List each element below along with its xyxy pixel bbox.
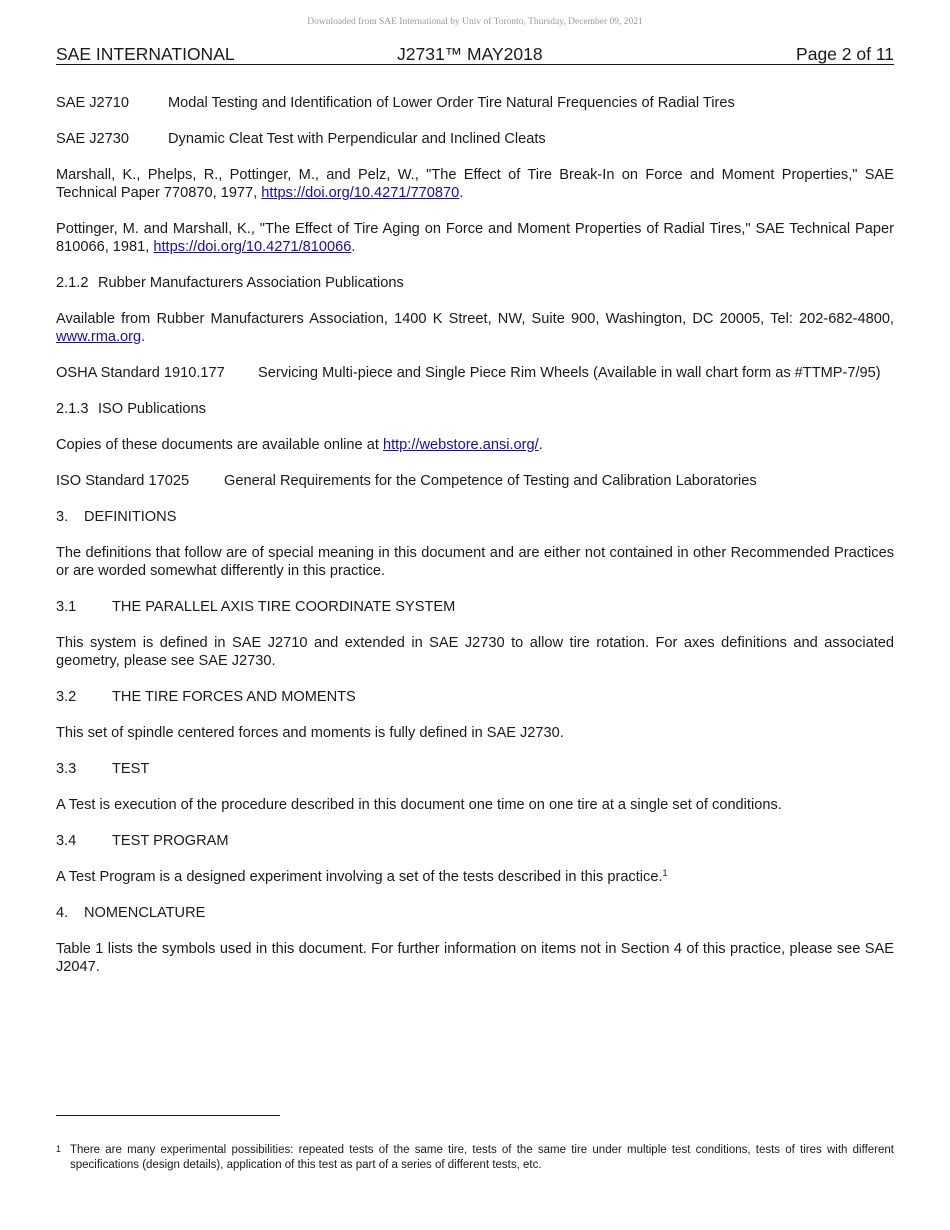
doi-link-810066[interactable]: https://doi.org/10.4271/810066 [153,239,352,255]
reference-pottinger-1981: Pottinger, M. and Marshall, K., "The Effect of Tire Aging on Force and Moment Properties of Radial Tires," SAE Technical Paper 810066, 1981, https://doi.org/10.4271/810066. [56,221,894,255]
iso-availability-text: Copies of these documents are available online at [56,437,383,453]
rma-address-text: Available from Rubber Manufacturers Association, 1400 K Street, NW, Suite 900, Washington, DC 20005, Tel: 202-682-4800, [56,311,894,327]
definition-3-3-text: A Test is execution of the procedure described in this document one time on one tire at a single set of conditions. [56,797,782,813]
rma-availability: Available from Rubber Manufacturers Association, 1400 K Street, NW, Suite 900, Washington, DC 20005, Tel: 202-682-4800, www.rma.org. [56,311,894,345]
reference-iso-17025 [56,472,894,490]
section-heading-4 [56,904,894,922]
page-body [56,94,894,976]
section-title: TEST [112,761,150,777]
reference-title: Servicing Multi-piece and Single Piece Rim Wheels (Available in wall chart form as #TTMP-7/95) [258,365,881,381]
section-number: 2.1.3 [56,401,89,417]
section-heading-3-2 [56,688,894,706]
definition-3-2-text: This set of spindle centered forces and moments is fully defined in SAE J2730. [56,725,564,741]
section-title: TEST PROGRAM [112,833,229,849]
section-number: 3. [56,509,69,525]
reference-title: Modal Testing and Identification of Lower Order Tire Natural Frequencies of Radial Tires [168,95,735,111]
section-heading-2-1-2 [56,274,894,292]
doi-link-770870[interactable]: https://doi.org/10.4271/770870 [261,185,460,201]
section-heading-3-3 [56,760,894,778]
section-title: ISO Publications [98,401,206,417]
ansi-webstore-link[interactable]: http://webstore.ansi.org/ [382,437,539,453]
section-number: 4. [56,905,69,921]
reference-code: SAE J2710 [56,95,130,111]
section-title: THE PARALLEL AXIS TIRE COORDINATE SYSTEM [112,599,456,615]
reference-text: Pottinger, M. and Marshall, K., "The Effect of Tire Aging on Force and Moment Properties of Radial Tires," SAE Technical Paper 810066, 1981, [56,221,894,255]
nomenclature-text: Table 1 lists the symbols used in this document. For further information on items not in Section 4 of this practice, please see SAE J2047. [56,941,894,975]
header-doc-id: J2731™ MAY2018 [397,44,543,64]
section-title: DEFINITIONS [84,509,177,525]
section-heading-2-1-3 [56,400,894,418]
section-number: 3.2 [56,689,77,705]
section-heading-3 [56,508,894,526]
section-title: THE TIRE FORCES AND MOMENTS [112,689,356,705]
reference-code: OSHA Standard 1910.177 [56,365,225,381]
rma-website-link[interactable]: www.rma.org [56,329,142,345]
section-number: 3.3 [56,761,77,777]
footnote-divider [56,1115,280,1116]
header-org: SAE INTERNATIONAL [56,44,235,64]
footnote-text: There are many experimental possibilities: repeated tests of the same tire, tests of the same tire under multiple test conditions, tests of tires with different specifications (design details), application of this test as part of a series of different tests, etc. [70,1144,894,1171]
reference-code: SAE J2730 [56,131,130,147]
page-header [56,44,894,65]
section-number: 3.1 [56,599,77,615]
reference-code: ISO Standard 17025 [56,473,190,489]
footnote [56,1143,894,1173]
footnote-reference[interactable]: 1 [662,868,668,878]
section-number: 2.1.2 [56,275,89,291]
section-heading-3-1 [56,598,894,616]
reference-sae-j2710 [56,94,894,112]
section-heading-3-4 [56,832,894,850]
iso-availability: Copies of these documents are available online at http://webstore.ansi.org/. [56,437,543,453]
section-number: 3.4 [56,833,77,849]
reference-text: Marshall, K., Phelps, R., Pottinger, M., and Pelz, W., "The Effect of Tire Break-In on Force and Moment Properties," SAE Technical Paper 770870, 1977, [56,167,894,201]
section-title: NOMENCLATURE [84,905,206,921]
reference-title: General Requirements for the Competence of Testing and Calibration Laboratories [224,473,757,489]
reference-title: Dynamic Cleat Test with Perpendicular and Inclined Cleats [168,131,546,147]
definitions-intro: The definitions that follow are of special meaning in this document and are either not contained in other Recommended Practices or are worded somewhat differently in this practice. [56,545,894,579]
reference-marshall-1977: Marshall, K., Phelps, R., Pottinger, M., and Pelz, W., "The Effect of Tire Break-In on Force and Moment Properties," SAE Technical Paper 770870, 1977, https://doi.org/10.4271/770870. [56,167,894,201]
section-title: Rubber Manufacturers Association Publications [98,275,404,291]
header-page-number: Page 2 of 11 [796,44,894,64]
reference-sae-j2730 [56,130,894,148]
definition-3-4-text: A Test Program is a designed experiment involving a set of the tests described in this practice.$^1$ [56,868,668,885]
download-watermark: Downloaded from SAE International by Univ of Toronto, Thursday, December 09, 2021 [307,17,643,27]
reference-osha-1910-177 [56,364,894,382]
footnote-number: 1 [56,1144,62,1154]
definition-3-1-text: This system is defined in SAE J2710 and extended in SAE J2730 to allow tire rotation. For axes definitions and associated geometry, please see SAE J2730. [56,635,894,669]
